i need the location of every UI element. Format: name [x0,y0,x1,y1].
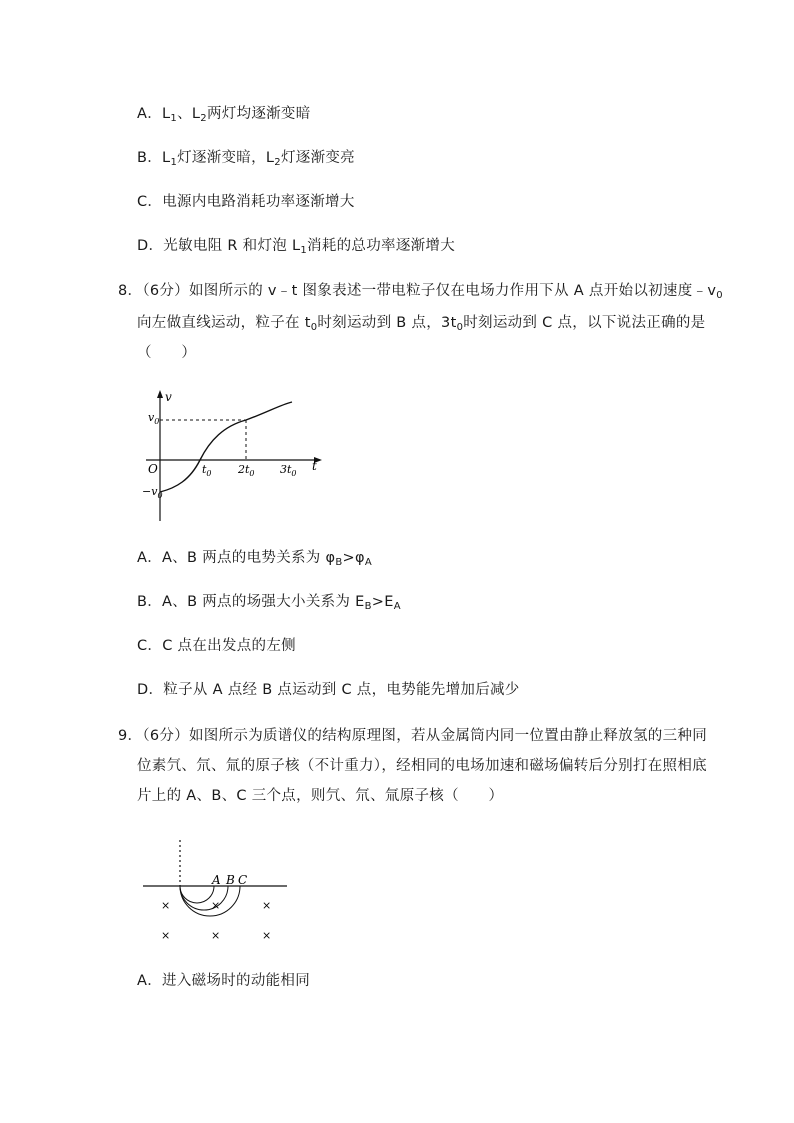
field-cross: × [262,929,272,942]
q8-option-d: D．粒子从 A 点经 B 点运动到 C 点，电势能先增加后减少 [137,682,520,698]
q9-option-a: A．进入磁场时的动能相同 [137,973,311,989]
q8-option-a: A．A、B 两点的电势关系为 $\varphi_B>\varphi_A$ [137,550,373,568]
vt-graph [138,388,338,528]
neg-v0-label: $-v_0$ [142,485,163,500]
q8-option-b: B．A、B 两点的场强大小关系为 $E_B>E_A$ [137,594,401,612]
q7-option-d: D．光敏电阻 R 和灯泡 $L_1$消耗的总功率逐渐增大 [137,238,456,256]
field-cross: × [161,899,171,912]
point-a-label: A [212,873,221,887]
q7-option-a: A．$L_1$、$L_2$两灯均逐渐变暗 [137,106,311,124]
origin-label: O [148,462,158,476]
q8-stem-line-3: （ ） [137,345,197,361]
q9-stem-line-2: 位素氕、氘、氚的原子核（不计重力），经相同的电场加速和磁场偏转后分别打在照相底 [137,758,707,774]
q7-option-b: B．$L_1$灯逐渐变暗，$L_2$灯逐渐变亮 [137,150,355,168]
q9-stem-line-1: 9．（6分）如图所示为质谱仪的结构原理图，若从金属筒内同一位置由静止释放氢的三种同 [118,728,707,744]
field-cross: × [211,899,221,912]
v-axis-arrow [157,390,163,398]
v0-label: $v_0$ [148,411,160,426]
two-t0-tick-label: $2t_0$ [238,463,255,478]
vt-curve [160,402,292,492]
three-t0-tick-label: $3t_0$ [280,463,297,478]
field-cross: × [262,899,272,912]
q8-stem-line-1: 8．（6分）如图所示的 v﹣t 图象表述一带电粒子仅在电场力作用下从 A 点开始以初速度$﹣v_0$ [118,283,723,301]
t-axis-label: t [312,459,317,473]
q7-option-c: C．电源内电路消耗功率逐渐增大 [137,194,355,210]
v-axis-label: v [165,390,172,404]
field-cross: × [211,929,221,942]
t0-tick-label: $t_0$ [202,463,212,478]
track-b [180,886,228,910]
q9-stem-line-3: 片上的 A、B、C 三个点，则氕、氘、氚原子核（ ） [137,788,504,804]
field-cross: × [161,929,171,942]
point-b-label: B [226,873,235,887]
q8-option-c: C．C 点在出发点的左侧 [137,638,296,654]
point-c-label: C [238,873,248,887]
mass-spectrometer-figure [140,838,300,948]
q8-stem-line-2: 向左做直线运动，粒子在 $t_0$时刻运动到 B 点，$3t_0$时刻运动到 C 点，以下说法正确的是 [137,315,706,333]
